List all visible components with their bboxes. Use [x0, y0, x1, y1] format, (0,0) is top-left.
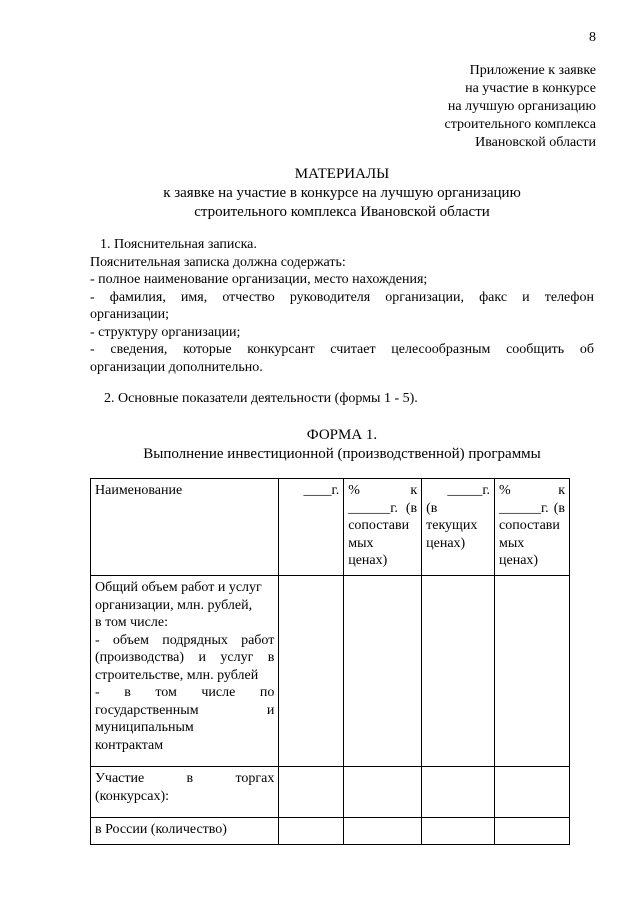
- header-label: ценах): [426, 535, 466, 551]
- header-label: мых: [348, 535, 374, 551]
- row-label-cell: [91, 576, 279, 767]
- header-cell-year2: [422, 479, 495, 576]
- row-label: муниципальным: [95, 720, 194, 735]
- empty-cell: [279, 767, 344, 818]
- row-label: - в том числе по: [95, 685, 275, 700]
- header-label: % к: [348, 483, 418, 498]
- header-label: _____г.: [447, 483, 491, 498]
- empty-cell: [279, 818, 344, 845]
- row-label: в том числе:: [95, 615, 168, 630]
- header-label: мых: [499, 535, 525, 551]
- section1-intro: Пояснительная записка должна содержать:: [90, 254, 346, 270]
- list-item-continuation: организации;: [90, 307, 170, 322]
- row-label: строительстве, млн. рублей: [95, 667, 259, 683]
- header-label: ____г.: [303, 483, 340, 498]
- list-item: - сведения, которые конкурсант считает целесообразным сообщить об: [90, 342, 594, 357]
- header-label: ______г. (в: [348, 500, 418, 516]
- row-label-cell: [91, 767, 279, 818]
- page-number: 8: [589, 30, 596, 45]
- header-label: ______г. (в: [499, 500, 565, 516]
- empty-cell: [422, 818, 495, 845]
- empty-cell: [422, 767, 495, 818]
- appendix-line: Ивановской области: [475, 135, 596, 150]
- row-label-cell: [91, 818, 279, 845]
- empty-cell: [344, 767, 422, 818]
- row-label: - объем подрядных работ: [95, 632, 275, 648]
- row-label: контрактам: [95, 737, 164, 753]
- table-row: [91, 576, 570, 767]
- appendix-line: на лучшую организацию: [447, 99, 596, 114]
- header-cell-year1: [279, 479, 344, 576]
- list-item: - фамилия, имя, отчество руководителя организации, факс и телефон: [90, 289, 594, 305]
- empty-cell: [279, 576, 344, 767]
- table-header-row: [91, 479, 570, 576]
- form-title: ФОРМА 1.: [306, 427, 378, 443]
- empty-cell: [495, 818, 570, 845]
- header-label: текущих: [426, 518, 478, 533]
- header-label: Наименование: [95, 483, 183, 498]
- table-row: [91, 767, 570, 818]
- appendix-line: Приложение к заявке: [469, 63, 596, 78]
- row-label: Общий объем работ и услуг: [95, 580, 262, 595]
- empty-cell: [495, 767, 570, 818]
- materials-heading: [90, 165, 594, 222]
- header-label: ценах): [499, 553, 539, 568]
- row-label: в России (количество): [95, 822, 227, 837]
- heading-title: МАТЕРИАЛЫ: [294, 166, 390, 182]
- row-label: (конкурсах):: [95, 788, 169, 804]
- form-subtitle: Выполнение инвестиционной (производственной) программы: [143, 446, 541, 462]
- empty-cell: [495, 576, 570, 767]
- header-label: сопостави: [348, 518, 410, 533]
- header-cell-percent2: [495, 479, 570, 576]
- header-label: ценах): [348, 553, 388, 568]
- header-cell-percent1: [344, 479, 422, 576]
- table-row: [91, 818, 570, 845]
- heading-subtitle-line: строительного комплекса Ивановской области: [194, 204, 490, 220]
- section2-title: 2. Основные показатели деятельности (формы 1 - 5).: [104, 391, 418, 406]
- row-label: (производства) и услуг в: [95, 650, 275, 665]
- heading-subtitle-line: к заявке на участие в конкурсе на лучшую организацию: [163, 185, 521, 201]
- list-item: - полное наименование организации, место нахождения;: [90, 272, 428, 287]
- empty-cell: [422, 576, 495, 767]
- header-label: % к: [499, 483, 565, 498]
- list-item-continuation: организации дополнительно.: [90, 359, 263, 375]
- row-label: организации, млн. рублей,: [95, 597, 253, 613]
- list-item: - структуру организации;: [90, 324, 241, 340]
- appendix-note: [444, 62, 596, 152]
- appendix-line: на участие в конкурсе: [465, 81, 596, 96]
- section1-title: 1. Пояснительная записка.: [100, 237, 257, 252]
- header-label: (в: [426, 500, 438, 516]
- row-label: Участие в торгах: [95, 771, 275, 786]
- empty-cell: [344, 576, 422, 767]
- empty-cell: [344, 818, 422, 845]
- header-label: сопостави: [499, 518, 560, 533]
- section-explanatory-note: [90, 236, 594, 376]
- row-label: государственным и: [95, 702, 275, 718]
- appendix-line: строительного комплекса: [444, 117, 596, 132]
- form-heading: [90, 426, 594, 464]
- form1-table: [90, 478, 570, 845]
- header-cell-name: [91, 479, 279, 576]
